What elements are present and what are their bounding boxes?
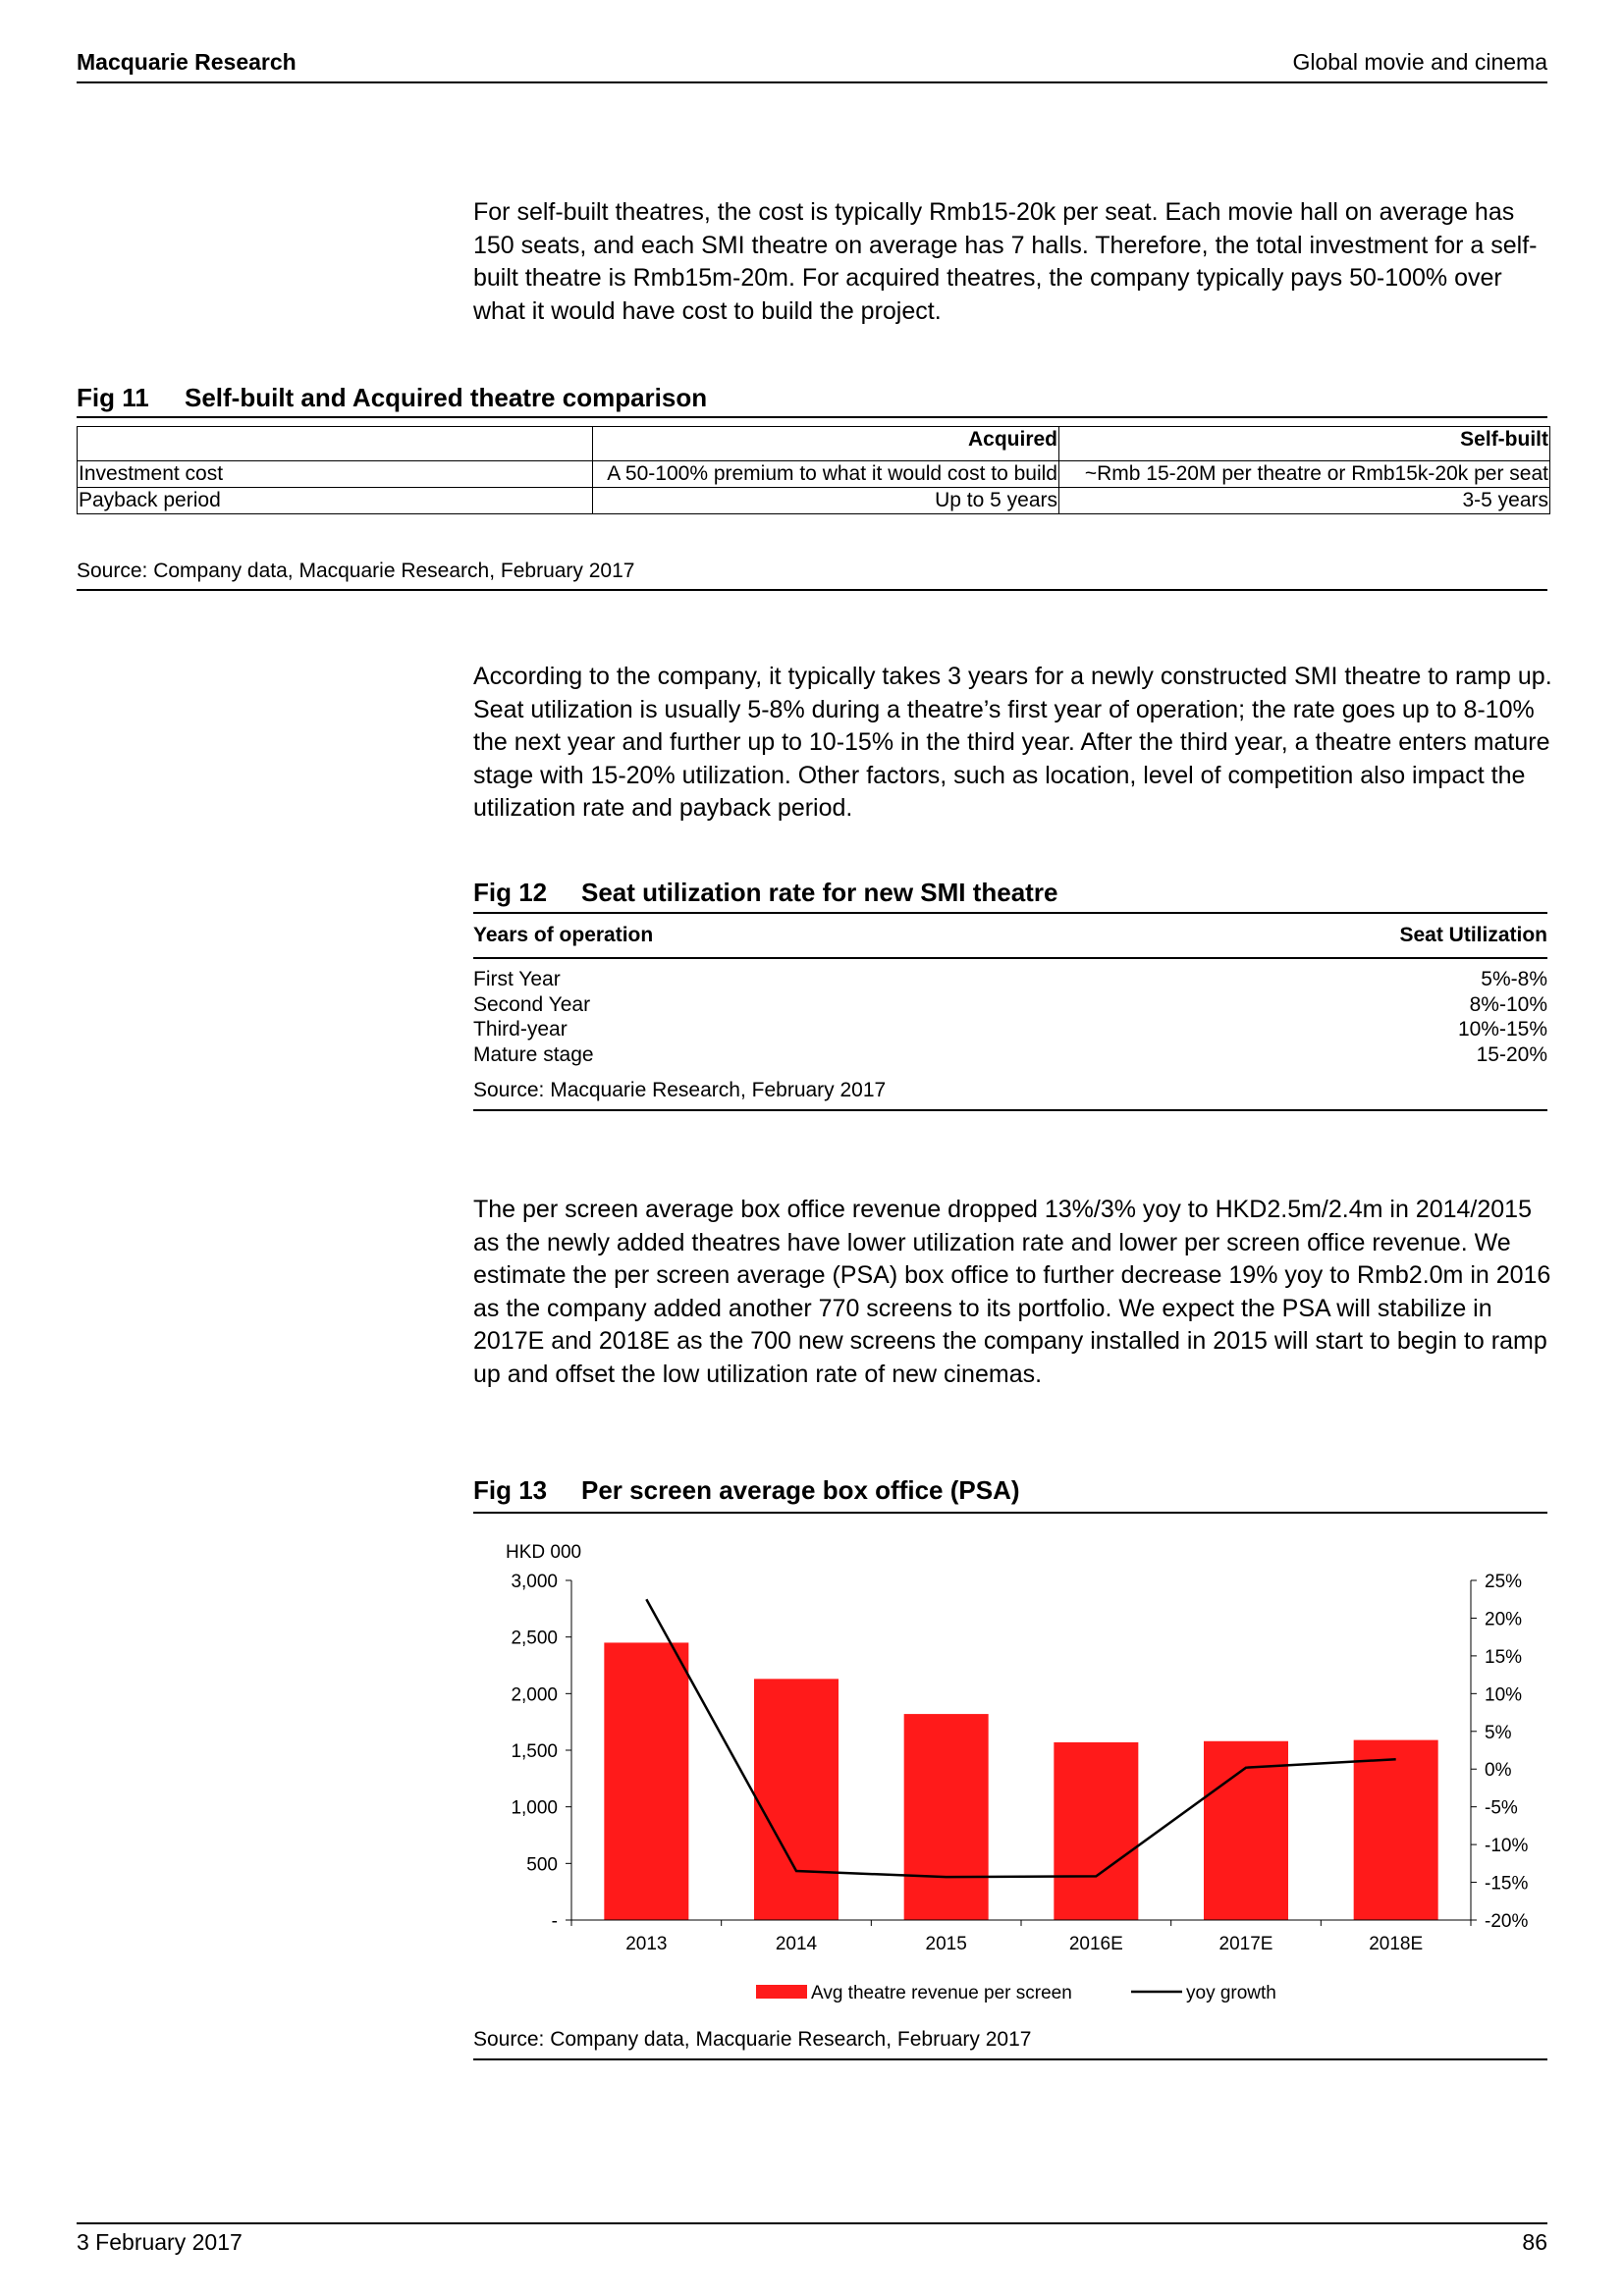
fig13-bottom-rule <box>473 2058 1547 2060</box>
fig12-header-rule <box>473 957 1547 959</box>
fig12-bottom-rule <box>473 1109 1547 1111</box>
fig11-title <box>77 383 707 413</box>
x-tick-label: 2015 <box>925 1934 967 1954</box>
y2-tick-label: 5% <box>1485 1722 1512 1743</box>
footer-page-number: 86 <box>1522 2229 1547 2255</box>
chart-legend <box>756 1983 1276 2003</box>
table-row <box>78 488 1550 514</box>
y2-tick-label: -20% <box>1485 1911 1529 1932</box>
paragraph-1: For self-built theatres, the cost is typically Rmb15-20k per seat. Each movie hall on average has 150 seats, and each SMI theatre on average has 7 halls. Therefore, the total investment for a self-built theatre is Rmb15m-20m. For acquired theatres, the company typically pays 50-100% over what it would have cost to build the project. <box>473 198 1538 325</box>
chart-right-axis <box>1471 1572 1528 1932</box>
chart-x-axis <box>571 1920 1471 1954</box>
fig11-bottom-rule <box>77 589 1547 591</box>
fig12-source: Source: Macquarie Research, February 2017 <box>473 1079 887 1101</box>
psa-chart <box>473 1522 1547 2012</box>
fig11-row-selfbuilt: 3-5 years <box>1059 488 1550 514</box>
fig11-col-selfbuilt: Self-built <box>1059 427 1550 461</box>
fig12-title <box>473 878 1057 908</box>
table-row <box>78 461 1550 488</box>
table-row <box>473 1042 1547 1068</box>
fig11-title-text: Self-built and Acquired theatre comparison <box>185 383 708 412</box>
legend-bar-swatch <box>756 1985 807 1999</box>
y-tick-label: 1,000 <box>511 1797 558 1819</box>
fig11-source: Source: Company data, Macquarie Research, February 2017 <box>77 560 635 582</box>
fig12-row-label: Mature stage <box>473 1042 594 1066</box>
y-tick-label: 2,500 <box>511 1628 558 1649</box>
fig11-header-row <box>78 427 1550 461</box>
x-tick-label: 2013 <box>625 1934 668 1954</box>
paragraph-2: According to the company, it typically takes 3 years for a newly constructed SMI theatre to ramp up. Seat utilization is usually 5-8% during a theatre’s first year of operation; the rate goes up to 8-10% the next year and further up to 10-15% in the third year. After the third year, a theatre enters mature stage with 15-20% utilization. Other factors, such as location, level of competition also impact the utilization rate and payback period. <box>473 663 1552 823</box>
fig13-top-rule <box>473 1512 1547 1514</box>
x-tick-label: 2016E <box>1068 1934 1123 1954</box>
fig12-row-value: 5%-8% <box>1481 968 1547 990</box>
header-left: Macquarie Research <box>77 49 297 75</box>
fig13-number: Fig 13 <box>473 1475 548 1505</box>
x-tick-label: 2014 <box>775 1934 818 1954</box>
bar <box>604 1642 688 1920</box>
fig12-title-text: Seat utilization rate for new SMI theatre <box>581 878 1058 907</box>
y2-tick-label: 0% <box>1485 1760 1512 1782</box>
fig12-row-label: Second Year <box>473 992 591 1016</box>
table-row <box>473 992 1547 1018</box>
y2-tick-label: 10% <box>1485 1684 1523 1706</box>
bar <box>1354 1740 1438 1920</box>
y-tick-label: 3,000 <box>511 1572 558 1592</box>
bar <box>754 1679 839 1920</box>
chart-axes <box>571 1580 1471 1920</box>
fig12-col-util: Seat Utilization <box>1399 924 1547 946</box>
chart-y-axis-label: HKD 000 <box>506 1542 582 1563</box>
table-row <box>473 1017 1547 1042</box>
fig12-col-years: Years of operation <box>473 924 654 946</box>
fig11-table <box>77 426 1550 514</box>
x-tick-label: 2017E <box>1218 1934 1273 1954</box>
fig12-row-value: 15-20% <box>1476 1042 1547 1066</box>
fig11-number: Fig 11 <box>77 383 149 412</box>
header-rule <box>77 81 1547 83</box>
fig11-row-selfbuilt: ~Rmb 15-20M per theatre or Rmb15k-20k per seat <box>1059 461 1550 488</box>
y2-tick-label: -15% <box>1485 1873 1529 1895</box>
fig11-row-label: Payback period <box>78 488 593 514</box>
fig12-row-label: Third-year <box>473 1018 568 1041</box>
table-row <box>473 967 1547 992</box>
y-tick-label: 2,000 <box>511 1684 558 1706</box>
bar <box>904 1714 989 1920</box>
fig13-title-text: Per screen average box office (PSA) <box>581 1475 1020 1505</box>
legend-line-label: yoy growth <box>1186 1983 1276 2003</box>
y2-tick-label: 15% <box>1485 1646 1523 1668</box>
x-tick-label: 2018E <box>1369 1934 1424 1954</box>
chart-bars <box>604 1642 1437 1920</box>
fig13-title <box>473 1475 1020 1506</box>
fig11-top-rule <box>77 416 1547 418</box>
fig12-row-value: 8%-10% <box>1469 992 1547 1016</box>
footer-date: 3 February 2017 <box>77 2229 243 2255</box>
chart-left-axis <box>511 1572 571 1932</box>
fig11-header-blank <box>78 427 593 461</box>
fig11-col-acquired: Acquired <box>593 427 1059 461</box>
y-tick-label: 500 <box>526 1854 558 1876</box>
fig11-row-acquired: A 50-100% premium to what it would cost to build <box>593 461 1059 488</box>
paragraph-3: The per screen average box office revenue dropped 13%/3% yoy to HKD2.5m/2.4m in 2014/2015 as the newly added theatres have lower utilization rate and lower per screen office revenue. We estimate the per screen average (PSA) box office to further decrease 19% yoy to Rmb2.0m in 2016 as the company added another 770 screens to its portfolio. We expect the PSA will stabilize in 2017E and 2018E as the 700 new screens the company installed in 2015 will start to begin to ramp up and offset the low utilization rate of new cinemas. <box>473 1196 1551 1388</box>
y2-tick-label: -10% <box>1485 1836 1529 1857</box>
y2-tick-label: 25% <box>1485 1572 1523 1592</box>
fig12-number: Fig 12 <box>473 878 548 907</box>
legend-bar-label: Avg theatre revenue per screen <box>811 1983 1072 2003</box>
y2-tick-label: 20% <box>1485 1609 1523 1630</box>
y2-tick-label: -5% <box>1485 1797 1518 1819</box>
fig13-source: Source: Company data, Macquarie Research, February 2017 <box>473 2028 1032 2051</box>
y-tick-label: 1,500 <box>511 1741 558 1762</box>
fig11-row-acquired: Up to 5 years <box>593 488 1059 514</box>
bar <box>1054 1742 1138 1920</box>
fig12-row-label: First Year <box>473 968 561 990</box>
fig12-top-rule <box>473 912 1547 914</box>
footer-rule <box>77 2222 1547 2224</box>
fig12-row-value: 10%-15% <box>1457 1018 1547 1041</box>
header-right: Global movie and cinema <box>1292 49 1547 75</box>
fig11-row-label: Investment cost <box>78 461 593 488</box>
fig12-rows <box>473 967 1547 1067</box>
y-tick-label: - <box>551 1911 558 1932</box>
